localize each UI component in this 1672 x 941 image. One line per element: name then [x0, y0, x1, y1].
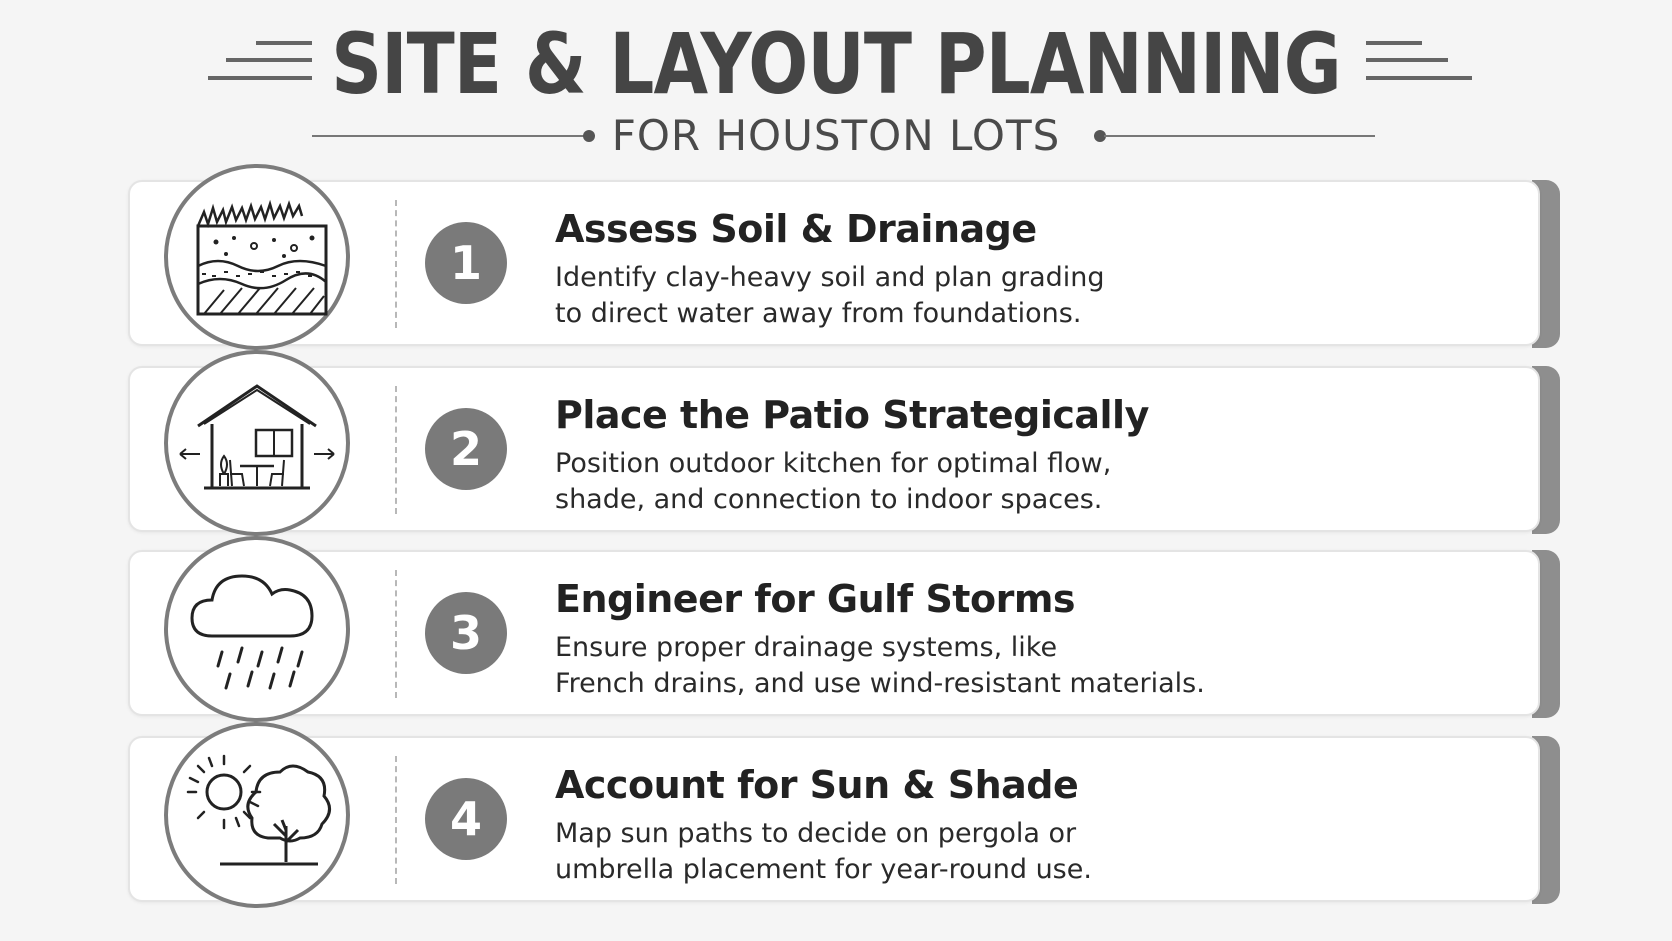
- step-description-line-2: French drains, and use wind-resistant materials.: [555, 668, 1205, 699]
- card-tab: [1532, 180, 1560, 348]
- step-number-badge: 3: [425, 592, 507, 674]
- icon-circle-1: [164, 164, 350, 350]
- step-title: Engineer for Gulf Storms: [555, 577, 1076, 621]
- step-description-line-2: umbrella placement for year-round use.: [555, 854, 1092, 885]
- house-patio-icon: [168, 354, 346, 532]
- step-description-line-1: Ensure proper drainage systems, like: [555, 632, 1058, 663]
- step-description-line-1: Identify clay-heavy soil and plan grading: [555, 262, 1105, 293]
- sun-tree-icon: [168, 726, 346, 904]
- icon-circle-4: [164, 722, 350, 908]
- step-title: Account for Sun & Shade: [555, 763, 1079, 807]
- card-tab: [1532, 366, 1560, 534]
- step-title: Assess Soil & Drainage: [555, 207, 1037, 251]
- step-description-line-2: to direct water away from foundations.: [555, 298, 1082, 329]
- card-tab: [1532, 550, 1560, 718]
- soil-layers-icon: [168, 168, 346, 346]
- step-title: Place the Patio Strategically: [555, 393, 1149, 437]
- step-number-badge: 2: [425, 408, 507, 490]
- card-divider: [395, 200, 397, 328]
- page-subtitle: FOR HOUSTON LOTS: [611, 111, 1061, 160]
- icon-circle-3: [164, 536, 350, 722]
- card-divider: [395, 386, 397, 514]
- header: [0, 0, 1672, 170]
- step-description-line-1: Map sun paths to decide on pergola or: [555, 818, 1077, 849]
- rain-cloud-icon: [168, 540, 346, 718]
- icon-circle-2: [164, 350, 350, 536]
- card-divider: [395, 756, 397, 884]
- page-title: SITE & LAYOUT PLANNING: [331, 15, 1341, 113]
- card-tab: [1532, 736, 1560, 904]
- step-description-line-2: shade, and connection to indoor spaces.: [555, 484, 1103, 515]
- step-description-line-1: Position outdoor kitchen for optimal flow,: [555, 448, 1112, 479]
- step-number-badge: 4: [425, 778, 507, 860]
- card-divider: [395, 570, 397, 698]
- step-number-badge: 1: [425, 222, 507, 304]
